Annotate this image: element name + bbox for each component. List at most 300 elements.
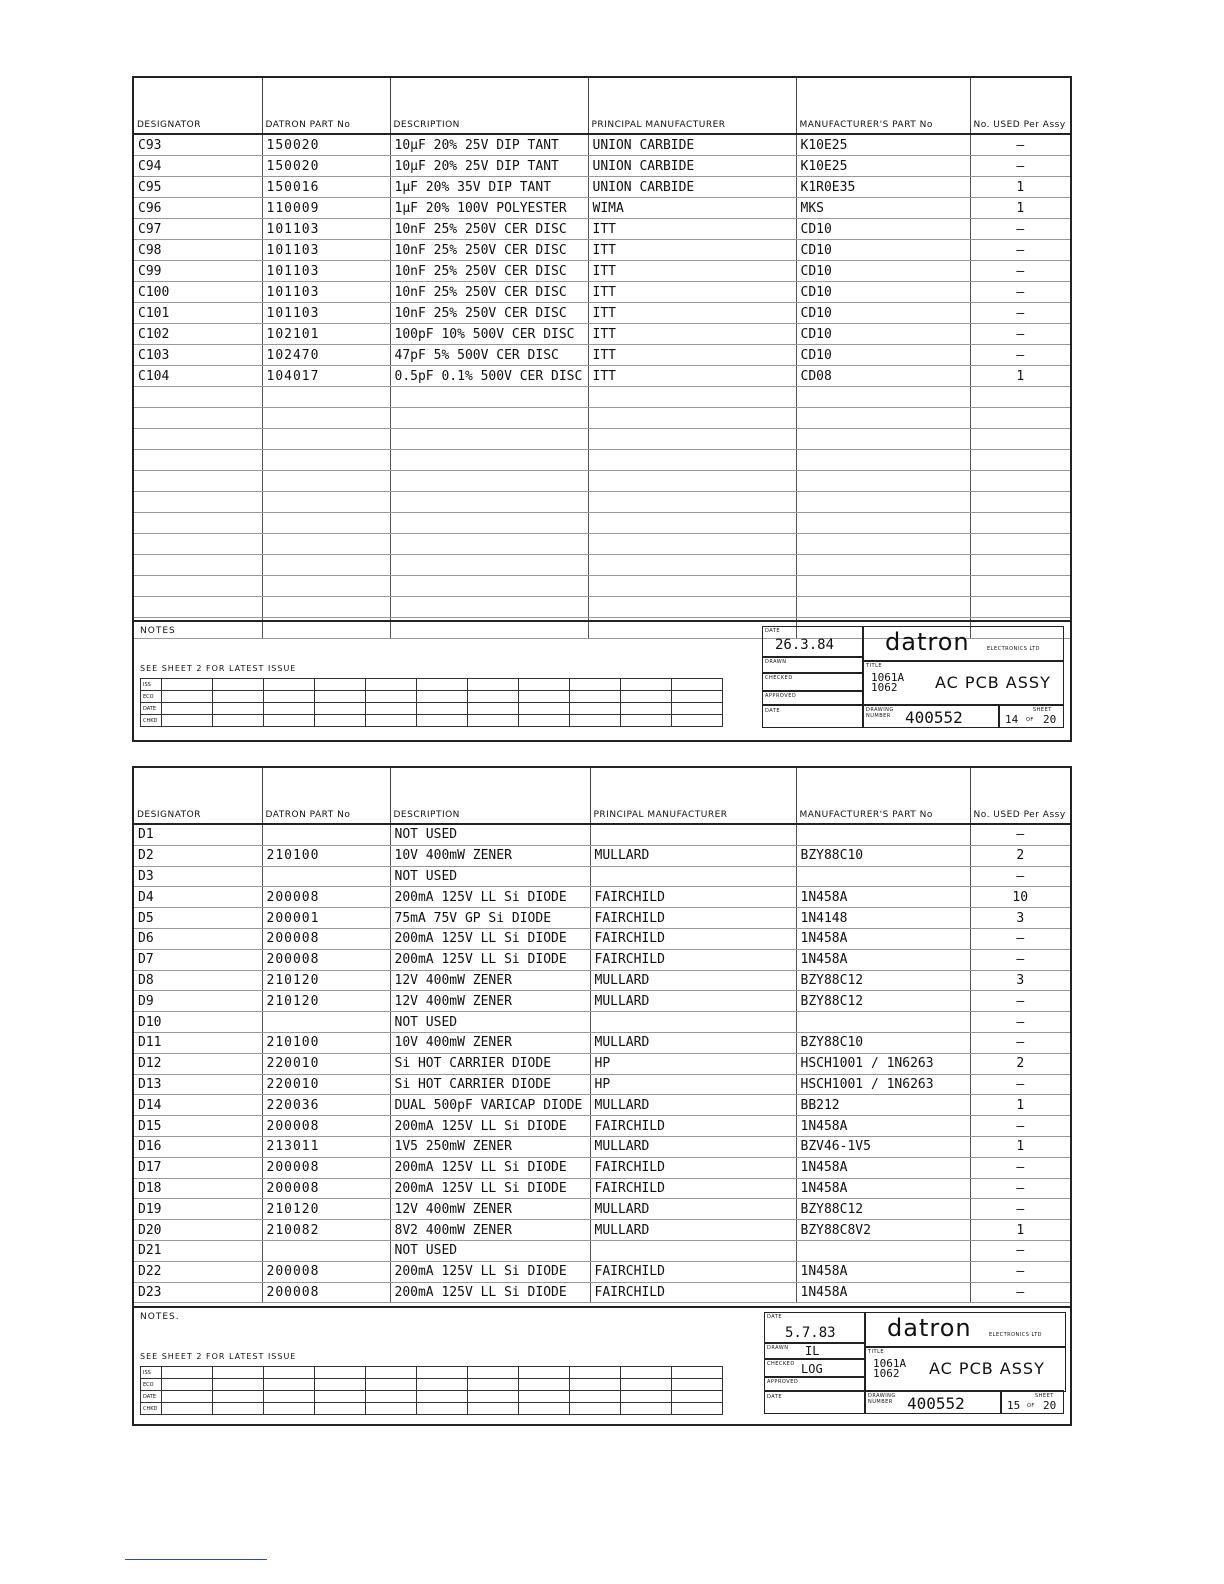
manufacturer-part-cell: CD10 <box>796 282 970 303</box>
of-label: OF <box>1027 1403 1035 1409</box>
datron-part-cell: 220010 <box>262 1074 390 1095</box>
manufacturer-cell: WIMA <box>588 198 796 219</box>
manufacturer-cell: FAIRCHILD <box>590 928 796 949</box>
designator-cell: C102 <box>134 324 262 345</box>
datron-part-cell: 210100 <box>262 845 390 866</box>
parts-list-sheet-15 <box>132 766 1072 1426</box>
sheet-label: SHEET <box>1033 707 1052 713</box>
qty-cell: 3 <box>970 908 1070 929</box>
designator-cell: D1 <box>134 824 262 845</box>
empty-cell <box>796 513 970 534</box>
manufacturer-cell: HP <box>590 1074 796 1095</box>
notes-label: NOTES <box>140 626 176 636</box>
manufacturer-part-cell: CD10 <box>796 219 970 240</box>
qty-cell: — <box>970 1157 1070 1178</box>
qty-cell: 2 <box>970 1053 1070 1074</box>
designator-cell: D11 <box>134 1032 262 1053</box>
datron-part-cell: 150020 <box>262 134 390 156</box>
empty-cell <box>134 576 262 597</box>
description-cell: Si HOT CARRIER DIODE <box>390 1074 590 1095</box>
datron-part-cell: 101103 <box>262 240 390 261</box>
company-box <box>862 626 1064 662</box>
manufacturer-part-cell: 1N4148 <box>796 908 970 929</box>
qty-cell: — <box>970 1116 1070 1137</box>
title-label: TITLE <box>866 663 883 669</box>
datron-part-cell: 200008 <box>262 928 390 949</box>
date-label: DATE <box>767 1314 783 1320</box>
sheet-total: 20 <box>1043 713 1057 726</box>
date-value: 5.7.83 <box>785 1325 836 1341</box>
manufacturer-part-cell: HSCH1001 / 1N6263 <box>796 1074 970 1095</box>
table-row <box>134 1095 1070 1116</box>
qty-cell: — <box>970 1282 1070 1303</box>
sheet-number: 15 <box>1007 1399 1021 1412</box>
description-cell: NOT USED <box>390 1012 590 1033</box>
datron-part-cell: 200008 <box>262 949 390 970</box>
description-cell: 200mA 125V LL Si DIODE <box>390 1178 590 1199</box>
empty-cell <box>588 429 796 450</box>
table-row <box>134 866 1070 887</box>
empty-row <box>134 597 1070 618</box>
datron-part-cell: 101103 <box>262 282 390 303</box>
empty-cell <box>390 450 588 471</box>
designator-cell: D17 <box>134 1157 262 1178</box>
qty-cell: — <box>970 219 1070 240</box>
checked-label: CHECKED <box>767 1361 795 1367</box>
description-cell: 200mA 125V LL Si DIODE <box>390 1282 590 1303</box>
datron-part-cell: 101103 <box>262 303 390 324</box>
empty-cell <box>134 450 262 471</box>
description-cell: NOT USED <box>390 1240 590 1261</box>
table-row <box>134 1053 1070 1074</box>
empty-row <box>134 471 1070 492</box>
datron-part-cell: 210120 <box>262 970 390 991</box>
col-qty-used: No. USED Per Assy <box>970 78 1070 134</box>
latest-issue-note: SEE SHEET 2 FOR LATEST ISSUE <box>140 664 297 673</box>
empty-cell <box>390 555 588 576</box>
description-cell: 200mA 125V LL Si DIODE <box>390 928 590 949</box>
manufacturer-part-cell: BZV46-1V5 <box>796 1136 970 1157</box>
empty-row <box>134 576 1070 597</box>
designator-cell: D18 <box>134 1178 262 1199</box>
checked-box <box>764 1358 866 1378</box>
manufacturer-cell: ITT <box>588 324 796 345</box>
empty-cell <box>588 408 796 429</box>
checked-label: CHECKED <box>765 675 793 681</box>
datron-part-cell: 110009 <box>262 198 390 219</box>
empty-cell <box>262 534 390 555</box>
table-row <box>134 1199 1070 1220</box>
table-row <box>134 1220 1070 1241</box>
description-cell: 1µF 20% 35V DIP TANT <box>390 177 588 198</box>
qty-cell: — <box>970 928 1070 949</box>
manufacturer-part-cell: BZY88C12 <box>796 970 970 991</box>
manufacturer-part-cell: CD10 <box>796 261 970 282</box>
empty-row <box>134 534 1070 555</box>
designator-cell: D6 <box>134 928 262 949</box>
manufacturer-cell: MULLARD <box>590 1095 796 1116</box>
designator-cell: C101 <box>134 303 262 324</box>
table-row <box>134 991 1070 1012</box>
model-numbers: 1061A 1062 <box>871 671 905 694</box>
table-row <box>134 261 1070 282</box>
manufacturer-cell: MULLARD <box>590 1136 796 1157</box>
qty-cell: — <box>970 949 1070 970</box>
col-principal-manufacturer: PRINCIPAL MANUFACTURER <box>588 78 796 134</box>
manufacturer-cell: FAIRCHILD <box>590 1178 796 1199</box>
manufacturer-cell: FAIRCHILD <box>590 1282 796 1303</box>
empty-cell <box>588 471 796 492</box>
qty-cell: — <box>970 282 1070 303</box>
manufacturer-part-cell: 1N458A <box>796 1157 970 1178</box>
checked-box <box>762 672 864 692</box>
empty-cell <box>970 387 1070 408</box>
manufacturer-cell: FAIRCHILD <box>590 1261 796 1282</box>
description-cell: 200mA 125V LL Si DIODE <box>390 1157 590 1178</box>
empty-cell <box>588 450 796 471</box>
notes-block <box>134 620 1070 744</box>
manufacturer-part-cell: BZY88C10 <box>796 1032 970 1053</box>
empty-row <box>134 555 1070 576</box>
designator-cell: C99 <box>134 261 262 282</box>
manufacturer-cell <box>590 1240 796 1261</box>
manufacturer-cell: FAIRCHILD <box>590 949 796 970</box>
table-row <box>134 1074 1070 1095</box>
date2-box <box>762 704 864 728</box>
model-numbers: 1061A 1062 <box>873 1357 907 1380</box>
empty-cell <box>134 408 262 429</box>
empty-cell <box>134 387 262 408</box>
empty-cell <box>970 513 1070 534</box>
designator-cell: D12 <box>134 1053 262 1074</box>
designator-cell: D22 <box>134 1261 262 1282</box>
manufacturer-cell: ITT <box>588 345 796 366</box>
description-cell: 10V 400mW ZENER <box>390 1032 590 1053</box>
datron-logo: datron <box>885 628 970 656</box>
empty-cell <box>390 408 588 429</box>
manufacturer-part-cell: CD10 <box>796 303 970 324</box>
datron-part-cell: 150020 <box>262 156 390 177</box>
latest-issue-note: SEE SHEET 2 FOR LATEST ISSUE <box>140 1352 297 1361</box>
manufacturer-part-cell: K1R0E35 <box>796 177 970 198</box>
empty-cell <box>262 513 390 534</box>
qty-cell: 1 <box>970 366 1070 387</box>
col-datron-part: DATRON PART No <box>262 768 390 824</box>
empty-cell <box>970 450 1070 471</box>
empty-row <box>134 408 1070 429</box>
footer-rule <box>125 1559 267 1560</box>
qty-cell: 1 <box>970 1095 1070 1116</box>
drawing-number: 400552 <box>905 708 963 727</box>
manufacturer-part-cell: K10E25 <box>796 156 970 177</box>
description-cell: 200mA 125V LL Si DIODE <box>390 1261 590 1282</box>
empty-cell <box>970 597 1070 618</box>
manufacturer-cell <box>590 1012 796 1033</box>
qty-cell: 10 <box>970 887 1070 908</box>
manufacturer-part-cell <box>796 1240 970 1261</box>
empty-cell <box>262 597 390 618</box>
manufacturer-part-cell: CD10 <box>796 345 970 366</box>
designator-cell: D19 <box>134 1199 262 1220</box>
qty-cell: — <box>970 303 1070 324</box>
datron-part-cell: 200008 <box>262 1157 390 1178</box>
rev-label: ECO <box>141 1379 162 1391</box>
description-cell: 12V 400mW ZENER <box>390 991 590 1012</box>
col-manufacturer-part: MANUFACTURER'S PART No <box>796 78 970 134</box>
table-row <box>134 134 1070 156</box>
qty-cell: — <box>970 1178 1070 1199</box>
manufacturer-part-cell: CD10 <box>796 240 970 261</box>
datron-part-cell: 210082 <box>262 1220 390 1241</box>
designator-cell: D21 <box>134 1240 262 1261</box>
manufacturer-part-cell: MKS <box>796 198 970 219</box>
designator-cell: C98 <box>134 240 262 261</box>
drawing-number-box <box>864 1390 1002 1414</box>
table-row <box>134 1032 1070 1053</box>
col-principal-manufacturer: PRINCIPAL MANUFACTURER <box>590 768 796 824</box>
manufacturer-part-cell <box>796 1012 970 1033</box>
logo-subtitle: ELECTRONICS LTD <box>987 646 1041 652</box>
checked-value: LOG <box>801 1362 823 1376</box>
empty-cell <box>134 597 262 618</box>
title-box <box>862 660 1064 706</box>
sheet-number: 14 <box>1005 713 1019 726</box>
table-row <box>134 845 1070 866</box>
drawing-number: 400552 <box>907 1394 965 1413</box>
qty-cell: — <box>970 991 1070 1012</box>
datron-part-cell: 200008 <box>262 1282 390 1303</box>
datron-part-cell <box>262 1012 390 1033</box>
company-box <box>864 1312 1066 1348</box>
designator-cell: D4 <box>134 887 262 908</box>
qty-cell: — <box>970 1240 1070 1261</box>
designator-cell: D10 <box>134 1012 262 1033</box>
qty-cell: — <box>970 1261 1070 1282</box>
description-cell: 10nF 25% 250V CER DISC <box>390 219 588 240</box>
designator-cell: C100 <box>134 282 262 303</box>
empty-cell <box>262 471 390 492</box>
empty-cell <box>134 471 262 492</box>
datron-part-cell: 150016 <box>262 177 390 198</box>
designator-cell: C94 <box>134 156 262 177</box>
empty-cell <box>970 576 1070 597</box>
table-row <box>134 282 1070 303</box>
manufacturer-part-cell <box>796 866 970 887</box>
table-row <box>134 177 1070 198</box>
table-row <box>134 949 1070 970</box>
rev-label: ISS <box>141 1367 162 1379</box>
col-datron-part: DATRON PART No <box>262 78 390 134</box>
qty-cell: — <box>970 1074 1070 1095</box>
title-box <box>864 1346 1066 1392</box>
manufacturer-part-cell <box>796 824 970 845</box>
description-cell: 10nF 25% 250V CER DISC <box>390 261 588 282</box>
manufacturer-part-cell: BZY88C12 <box>796 1199 970 1220</box>
empty-cell <box>390 492 588 513</box>
datron-part-cell: 200008 <box>262 887 390 908</box>
table-row <box>134 1178 1070 1199</box>
description-cell: 10µF 20% 25V DIP TANT <box>390 156 588 177</box>
manufacturer-cell: FAIRCHILD <box>590 1116 796 1137</box>
empty-cell <box>390 429 588 450</box>
empty-cell <box>588 534 796 555</box>
table-row <box>134 1240 1070 1261</box>
empty-cell <box>796 471 970 492</box>
description-cell: 12V 400mW ZENER <box>390 1199 590 1220</box>
drawn-value: IL <box>805 1344 820 1358</box>
manufacturer-cell: FAIRCHILD <box>590 887 796 908</box>
rev-label: DATE <box>141 1391 162 1403</box>
manufacturer-cell <box>590 866 796 887</box>
designator-cell: D8 <box>134 970 262 991</box>
empty-cell <box>588 555 796 576</box>
description-cell: 8V2 400mW ZENER <box>390 1220 590 1241</box>
qty-cell: 3 <box>970 970 1070 991</box>
manufacturer-part-cell: 1N458A <box>796 928 970 949</box>
qty-cell: — <box>970 824 1070 845</box>
drawing-number-box <box>862 704 1000 728</box>
manufacturer-part-cell: BZY88C10 <box>796 845 970 866</box>
description-cell: NOT USED <box>390 866 590 887</box>
qty-cell: — <box>970 1032 1070 1053</box>
manufacturer-cell: FAIRCHILD <box>590 908 796 929</box>
empty-cell <box>262 555 390 576</box>
table-row <box>134 970 1070 991</box>
designator-cell: D9 <box>134 991 262 1012</box>
parts-table <box>134 78 1070 639</box>
datron-part-cell: 104017 <box>262 366 390 387</box>
manufacturer-cell: ITT <box>588 261 796 282</box>
designator-cell: D20 <box>134 1220 262 1241</box>
manufacturer-cell <box>590 824 796 845</box>
drawn-label: DRAWN <box>767 1345 789 1351</box>
designator-cell: C103 <box>134 345 262 366</box>
notes-label: NOTES. <box>140 1312 180 1322</box>
description-cell: 10nF 25% 250V CER DISC <box>390 282 588 303</box>
col-description: DESCRIPTION <box>390 78 588 134</box>
designator-cell: C96 <box>134 198 262 219</box>
empty-cell <box>970 534 1070 555</box>
datron-part-cell: 210100 <box>262 1032 390 1053</box>
datron-part-cell: 200001 <box>262 908 390 929</box>
empty-cell <box>970 492 1070 513</box>
sheet-number-box <box>998 704 1064 728</box>
designator-cell: D15 <box>134 1116 262 1137</box>
drawn-label: DRAWN <box>765 659 787 665</box>
designator-cell: D7 <box>134 949 262 970</box>
datron-part-cell: 200008 <box>262 1178 390 1199</box>
empty-cell <box>390 534 588 555</box>
qty-cell: 1 <box>970 1220 1070 1241</box>
designator-cell: D13 <box>134 1074 262 1095</box>
empty-row <box>134 513 1070 534</box>
approved-label: APPROVED <box>765 693 797 699</box>
manufacturer-cell: HP <box>590 1053 796 1074</box>
date-label: DATE <box>765 628 781 634</box>
empty-cell <box>262 408 390 429</box>
empty-cell <box>796 576 970 597</box>
manufacturer-part-cell: BZY88C12 <box>796 991 970 1012</box>
empty-cell <box>970 471 1070 492</box>
empty-cell <box>262 492 390 513</box>
table-row <box>134 303 1070 324</box>
description-cell: NOT USED <box>390 824 590 845</box>
table-row <box>134 1012 1070 1033</box>
approved-label: APPROVED <box>767 1379 799 1385</box>
col-designator: DESIGNATOR <box>134 78 262 134</box>
logo-subtitle: ELECTRONICS LTD <box>989 1332 1043 1338</box>
qty-cell: — <box>970 261 1070 282</box>
manufacturer-part-cell: CD10 <box>796 324 970 345</box>
designator-cell: C93 <box>134 134 262 156</box>
description-cell: 47pF 5% 500V CER DISC <box>390 345 588 366</box>
datron-part-cell: 101103 <box>262 261 390 282</box>
qty-cell: 1 <box>970 198 1070 219</box>
empty-cell <box>390 597 588 618</box>
empty-cell <box>262 576 390 597</box>
drawing-number-label: DRAWING NUMBER <box>868 1393 896 1405</box>
empty-cell <box>970 429 1070 450</box>
datron-part-cell: 102101 <box>262 324 390 345</box>
empty-cell <box>796 555 970 576</box>
empty-cell <box>390 471 588 492</box>
manufacturer-part-cell: BB212 <box>796 1095 970 1116</box>
col-manufacturer-part: MANUFACTURER'S PART No <box>796 768 970 824</box>
empty-cell <box>588 513 796 534</box>
description-cell: 10nF 25% 250V CER DISC <box>390 240 588 261</box>
description-cell: 10µF 20% 25V DIP TANT <box>390 134 588 156</box>
manufacturer-cell: MULLARD <box>590 1220 796 1241</box>
qty-cell: — <box>970 345 1070 366</box>
rev-label: DATE <box>141 703 162 715</box>
qty-cell: 1 <box>970 1136 1070 1157</box>
designator-cell: D23 <box>134 1282 262 1303</box>
col-qty-used: No. USED Per Assy <box>970 768 1070 824</box>
datron-part-cell: 210120 <box>262 991 390 1012</box>
empty-cell <box>134 555 262 576</box>
rev-label: ECO <box>141 691 162 703</box>
manufacturer-part-cell: 1N458A <box>796 1282 970 1303</box>
description-cell: 75mA 75V GP Si DIODE <box>390 908 590 929</box>
rev-label: CHKD <box>141 1403 162 1415</box>
empty-cell <box>796 450 970 471</box>
description-cell: 200mA 125V LL Si DIODE <box>390 949 590 970</box>
empty-row <box>134 450 1070 471</box>
col-description: DESCRIPTION <box>390 768 590 824</box>
empty-cell <box>970 555 1070 576</box>
manufacturer-cell: ITT <box>588 219 796 240</box>
parts-table <box>134 768 1070 1303</box>
empty-cell <box>390 513 588 534</box>
table-row <box>134 908 1070 929</box>
empty-row <box>134 492 1070 513</box>
datron-part-cell: 200008 <box>262 1116 390 1137</box>
manufacturer-part-cell: 1N458A <box>796 949 970 970</box>
manufacturer-cell: FAIRCHILD <box>590 1157 796 1178</box>
table-row <box>134 345 1070 366</box>
datron-part-cell <box>262 866 390 887</box>
table-row <box>134 324 1070 345</box>
manufacturer-part-cell: HSCH1001 / 1N6263 <box>796 1053 970 1074</box>
empty-cell <box>262 429 390 450</box>
designator-cell: D16 <box>134 1136 262 1157</box>
empty-cell <box>796 597 970 618</box>
sheet-total: 20 <box>1043 1399 1057 1412</box>
table-row <box>134 219 1070 240</box>
empty-cell <box>588 576 796 597</box>
qty-cell: — <box>970 324 1070 345</box>
manufacturer-cell: MULLARD <box>590 991 796 1012</box>
